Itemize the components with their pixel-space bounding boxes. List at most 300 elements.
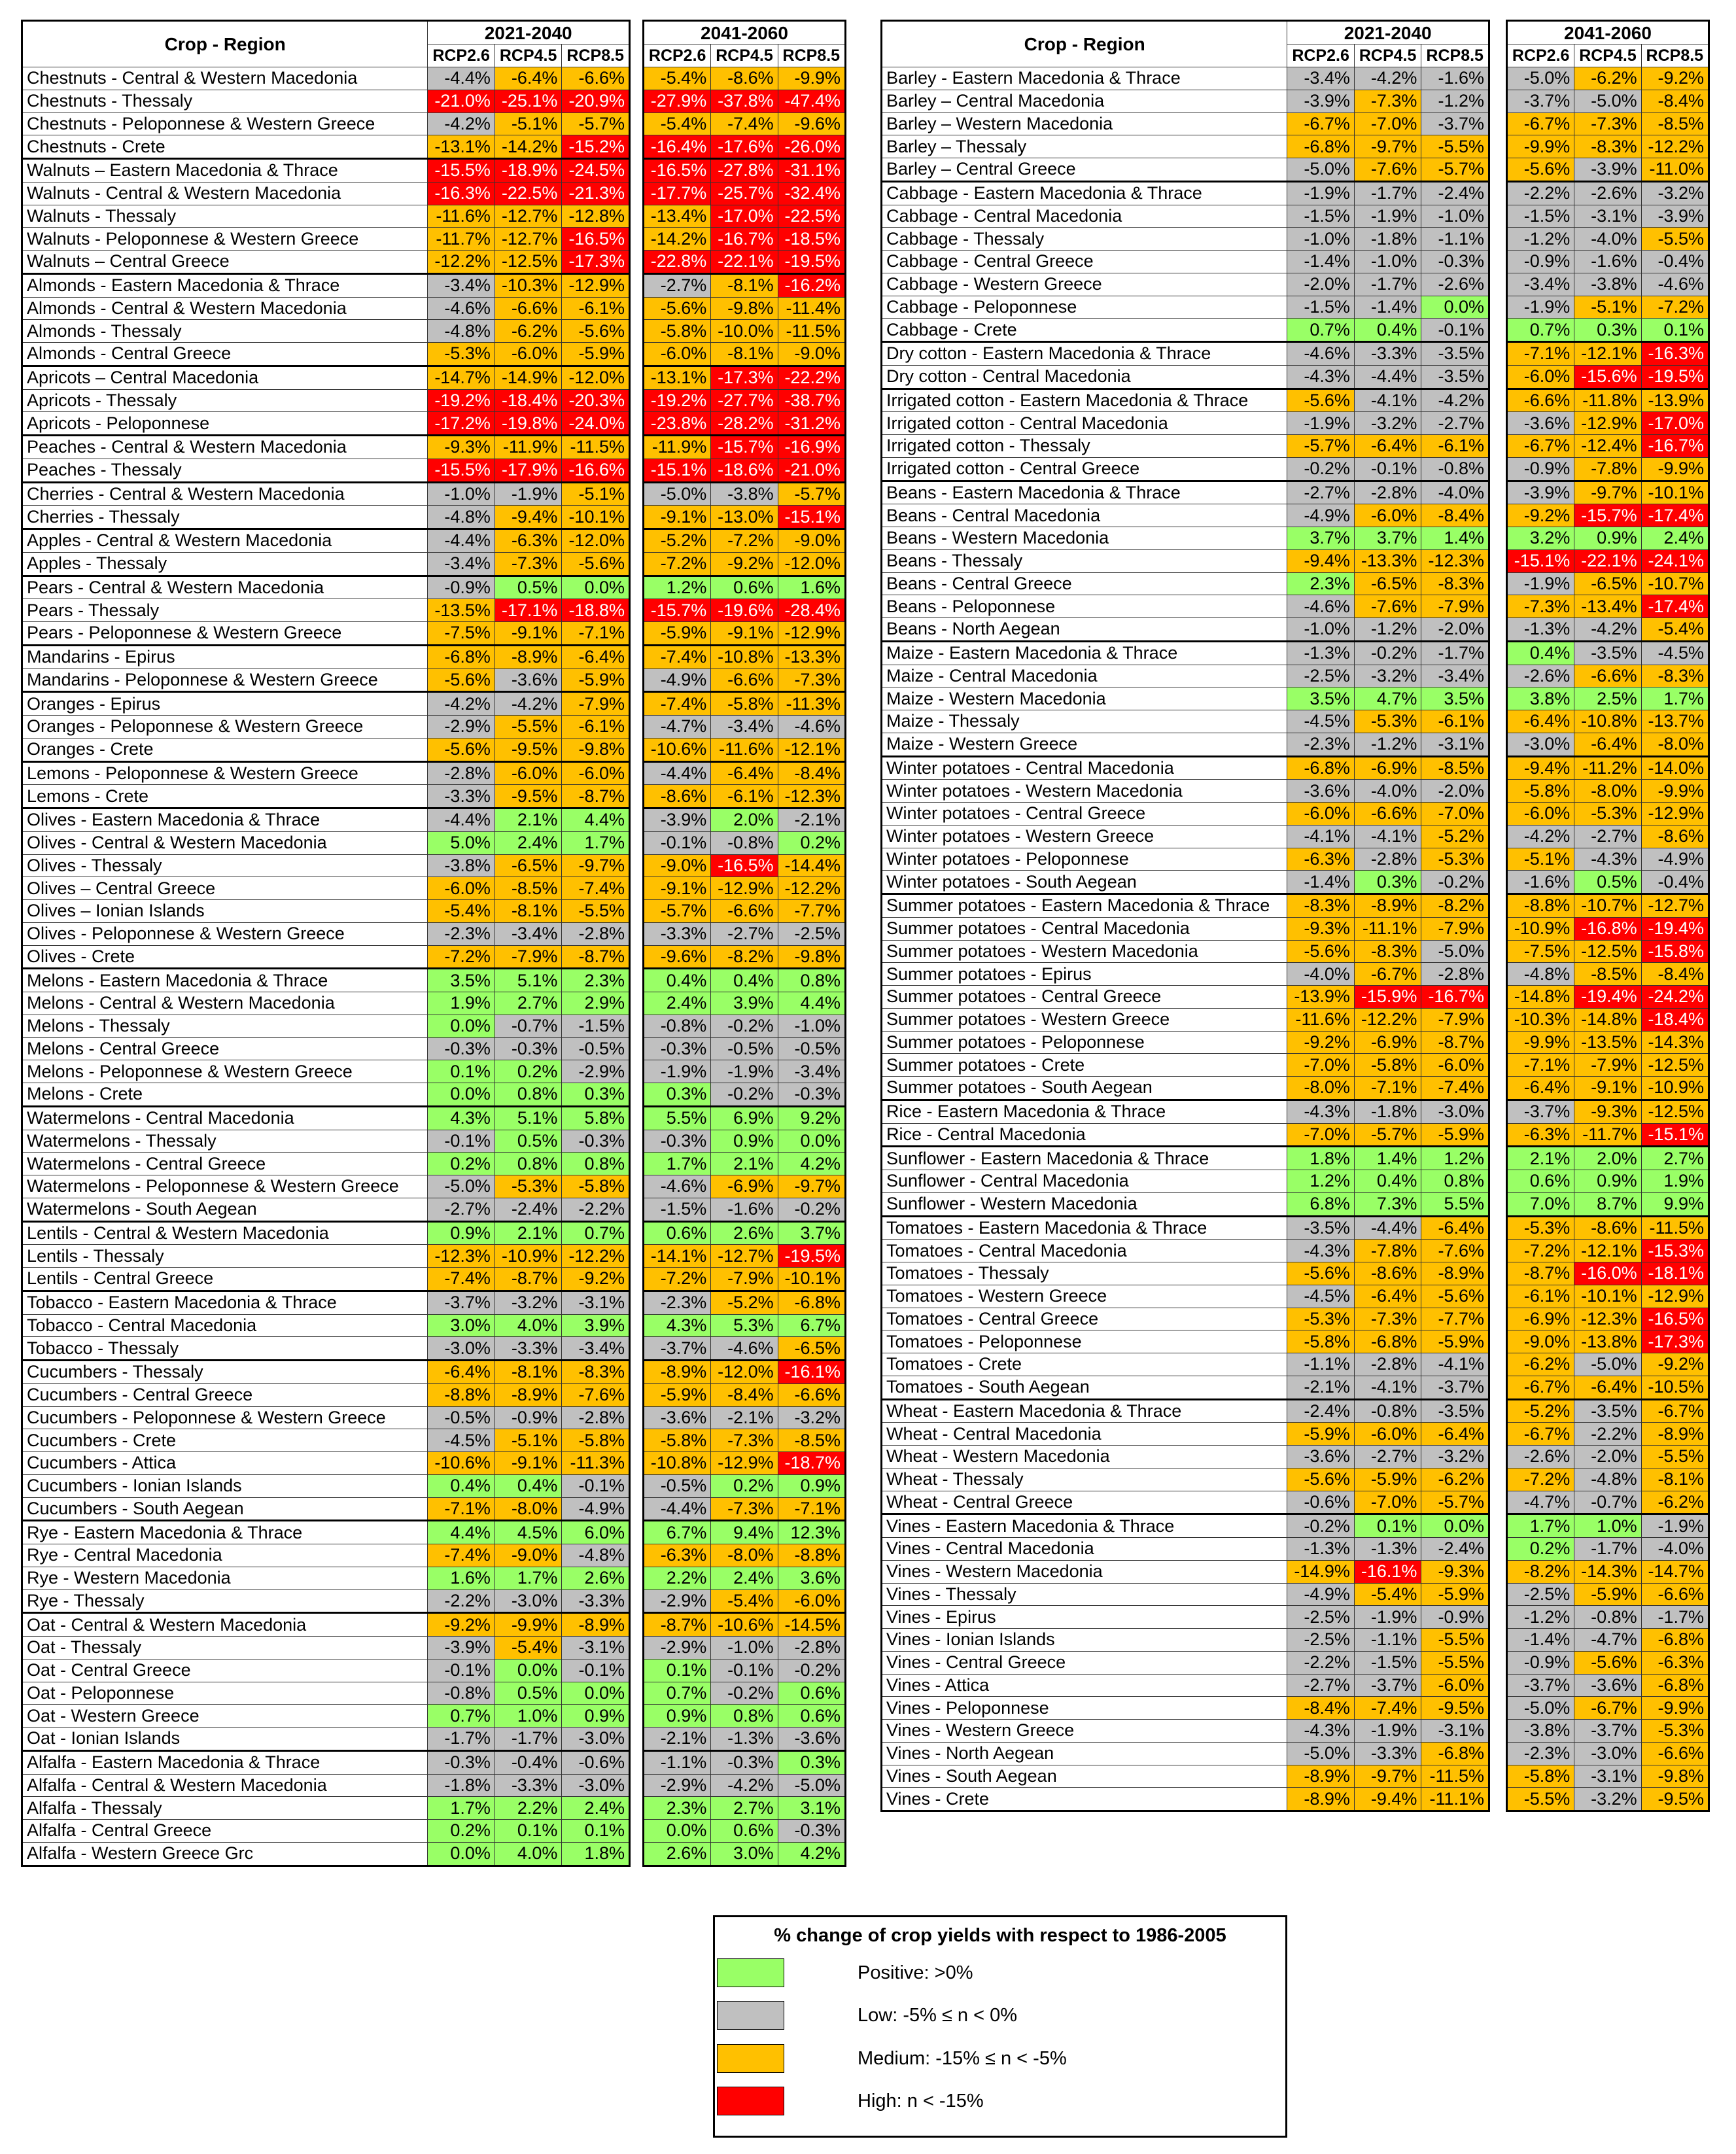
scenario-header: RCP4.5 (495, 44, 562, 67)
value-cell: -4.8% (428, 320, 495, 343)
value-cell: -1.3% (1287, 641, 1355, 665)
value-cell: -7.3% (711, 1497, 778, 1521)
crop-region-cell: Lentils - Thessaly (22, 1245, 428, 1268)
crop-region-cell: Irrigated cotton - Central Greece (882, 457, 1287, 481)
value-cell: -2.8% (1354, 848, 1421, 871)
value-cell: -5.8% (1354, 1054, 1421, 1077)
value-cell: -18.9% (495, 159, 562, 182)
value-cell: -3.1% (562, 1637, 630, 1659)
table-row (882, 273, 1489, 296)
value-cell: -5.6% (1421, 1285, 1489, 1308)
value-cell: 0.4% (495, 1474, 562, 1497)
scenario-header: RCP2.6 (1287, 44, 1355, 67)
value-cell: -3.4% (428, 552, 495, 576)
value-cell: -4.0% (1287, 963, 1355, 986)
value-cell: 1.0% (495, 1705, 562, 1728)
table-row (882, 1720, 1489, 1743)
value-cell: -9.7% (778, 1175, 845, 1198)
table-row (22, 622, 630, 646)
table-row (1507, 1583, 1709, 1606)
crop-region-cell: Summer potatoes - Crete (882, 1054, 1287, 1077)
value-cell: -12.7% (711, 1245, 778, 1268)
value-cell: -16.7% (1421, 986, 1489, 1009)
legend-item (715, 2044, 1285, 2076)
value-cell: -14.9% (1287, 1560, 1355, 1583)
value-cell: -5.7% (562, 113, 630, 135)
value-cell: -1.3% (1507, 618, 1574, 642)
value-cell: -7.3% (711, 1429, 778, 1452)
value-cell: -3.0% (1421, 1100, 1489, 1123)
table-row (882, 618, 1489, 642)
value-cell: 0.3% (1354, 871, 1421, 894)
value-cell: -1.0% (1421, 205, 1489, 228)
value-cell: 1.9% (428, 992, 495, 1015)
table-row (1507, 457, 1709, 481)
table-row (22, 831, 630, 854)
value-cell: 0.2% (428, 1153, 495, 1175)
value-cell: -12.2% (1641, 135, 1709, 158)
value-cell: -16.5% (711, 854, 778, 877)
value-cell: 3.0% (428, 1314, 495, 1337)
value-cell: -6.8% (1287, 135, 1355, 158)
value-cell: -8.2% (1507, 1560, 1574, 1583)
value-cell: -2.5% (1287, 1629, 1355, 1652)
table-row (644, 482, 846, 506)
value-cell: -12.2% (428, 251, 495, 274)
value-cell: 0.3% (778, 1750, 845, 1774)
table-row (22, 1705, 630, 1728)
table-row (22, 1268, 630, 1291)
table-row (882, 135, 1489, 158)
value-cell: -1.9% (644, 1060, 711, 1083)
value-cell: 0.6% (644, 1221, 711, 1245)
value-cell: 0.7% (1507, 319, 1574, 342)
value-cell: -3.7% (1574, 1720, 1641, 1743)
crop-region-cell: Vines - Peloponnese (882, 1697, 1287, 1720)
value-cell: -4.5% (1287, 1285, 1355, 1308)
value-cell: -5.4% (711, 1589, 778, 1613)
value-cell: -5.0% (1507, 1697, 1574, 1720)
value-cell: -1.3% (1287, 1538, 1355, 1561)
crop-region-cell: Apples - Central & Western Macedonia (22, 529, 428, 553)
value-cell: 2.4% (644, 992, 711, 1015)
value-cell: -3.0% (1507, 733, 1574, 756)
value-cell: -16.6% (562, 459, 630, 482)
value-cell: -25.7% (711, 182, 778, 205)
value-cell: -5.0% (428, 1175, 495, 1198)
table-row (644, 67, 846, 90)
table-row (22, 552, 630, 576)
value-cell: 2.5% (1574, 687, 1641, 710)
table-row (1507, 986, 1709, 1009)
scenario-header: RCP4.5 (1354, 44, 1421, 67)
value-cell: -1.5% (1354, 1651, 1421, 1674)
value-cell: -17.3% (562, 251, 630, 274)
table-row (644, 1175, 846, 1198)
crop-region-cell: Chestnuts - Central & Western Macedonia (22, 67, 428, 90)
value-cell: -21.0% (428, 90, 495, 113)
value-cell: -12.5% (1574, 940, 1641, 963)
legend-swatch-high (717, 2087, 784, 2115)
value-cell: -6.3% (495, 529, 562, 553)
table-row (882, 1123, 1489, 1147)
value-cell: 0.2% (495, 1060, 562, 1083)
value-cell: -15.5% (428, 459, 495, 482)
value-cell: -10.7% (1641, 572, 1709, 595)
value-cell: 0.7% (562, 1221, 630, 1245)
table-row (644, 205, 846, 228)
value-cell: 0.0% (428, 1842, 495, 1866)
value-cell: -5.7% (1287, 435, 1355, 458)
value-cell: -12.3% (1574, 1308, 1641, 1330)
value-cell: -2.2% (428, 1589, 495, 1613)
table-row (22, 1291, 630, 1314)
table-row (882, 1491, 1489, 1514)
value-cell: -6.6% (711, 669, 778, 692)
value-cell: -3.9% (1507, 481, 1574, 504)
crop-region-cell: Cucumbers - Thessaly (22, 1361, 428, 1384)
table-row (644, 1153, 846, 1175)
value-cell: -3.5% (1574, 1399, 1641, 1423)
table-row (22, 1314, 630, 1337)
crop-region-cell: Rye - Thessaly (22, 1589, 428, 1613)
table-row (22, 182, 630, 205)
value-cell: 2.4% (711, 1567, 778, 1589)
value-cell: -4.4% (644, 761, 711, 785)
value-cell: 3.9% (562, 1314, 630, 1337)
value-cell: 5.1% (495, 1106, 562, 1130)
crop-region-cell: Vines - Central Macedonia (882, 1538, 1287, 1561)
value-cell: -7.4% (1354, 1697, 1421, 1720)
value-cell: -9.3% (1421, 1560, 1489, 1583)
value-cell: -4.3% (1287, 1240, 1355, 1262)
crop-region-cell: Walnuts - Central & Western Macedonia (22, 182, 428, 205)
value-cell: -3.2% (495, 1291, 562, 1314)
value-cell: -28.2% (711, 412, 778, 436)
table-row (644, 552, 846, 576)
value-cell: 3.8% (1507, 687, 1574, 710)
value-cell: -1.6% (711, 1198, 778, 1221)
table-row (1507, 825, 1709, 848)
value-cell: -6.6% (1641, 1742, 1709, 1765)
value-cell: -25.1% (495, 90, 562, 113)
value-cell: -2.8% (1354, 481, 1421, 504)
value-cell: 2.1% (1507, 1147, 1574, 1170)
value-cell: 2.7% (711, 1797, 778, 1820)
value-cell: -2.5% (1287, 1606, 1355, 1629)
crop-region-cell: Barley – Central Macedonia (882, 90, 1287, 113)
table-row (882, 917, 1489, 940)
value-cell: -8.3% (1287, 894, 1355, 918)
value-cell: -5.4% (1354, 1583, 1421, 1606)
crop-region-cell: Cucumbers - Attica (22, 1452, 428, 1475)
crop-region-cell: Summer potatoes - Western Greece (882, 1008, 1287, 1031)
value-cell: -17.4% (1641, 504, 1709, 527)
table-row (1507, 780, 1709, 803)
value-cell: -24.5% (562, 159, 630, 182)
value-cell: -11.5% (1421, 1765, 1489, 1788)
value-cell: 9.2% (778, 1106, 845, 1130)
crop-region-cell: Olives - Peloponnese & Western Greece (22, 922, 428, 945)
table-row (1507, 1651, 1709, 1674)
value-cell: -22.1% (1574, 549, 1641, 572)
crop-region-cell: Walnuts - Peloponnese & Western Greece (22, 228, 428, 251)
table-row (22, 529, 630, 553)
value-cell: -3.4% (778, 1060, 845, 1083)
value-cell: -4.3% (1574, 848, 1641, 871)
value-cell: -4.7% (1574, 1629, 1641, 1652)
table-row (22, 1544, 630, 1567)
table-row (22, 228, 630, 251)
value-cell: 0.4% (711, 969, 778, 992)
value-cell: -6.4% (1354, 435, 1421, 458)
value-cell: -5.5% (1641, 228, 1709, 251)
value-cell: -3.7% (1421, 1376, 1489, 1399)
value-cell: -0.5% (644, 1474, 711, 1497)
value-cell: -7.1% (562, 622, 630, 646)
value-cell: -16.5% (562, 228, 630, 251)
value-cell: -12.7% (1641, 894, 1709, 918)
value-cell: -9.9% (778, 67, 845, 90)
value-cell: -5.1% (495, 1429, 562, 1452)
value-cell: -2.3% (1287, 733, 1355, 756)
value-cell: -5.2% (644, 529, 711, 553)
value-cell: -10.3% (495, 273, 562, 297)
value-cell: -5.0% (1574, 1353, 1641, 1376)
value-cell: -9.1% (1574, 1077, 1641, 1100)
value-cell: -6.6% (711, 900, 778, 923)
crop-region-cell: Oranges - Crete (22, 738, 428, 761)
value-cell: 4.4% (778, 992, 845, 1015)
value-cell: -5.0% (1507, 67, 1574, 90)
value-cell: -7.4% (711, 113, 778, 135)
value-cell: -5.1% (1507, 848, 1574, 871)
value-cell: -5.8% (644, 320, 711, 343)
scenario-header: RCP4.5 (1574, 44, 1641, 67)
value-cell: -8.6% (1574, 1216, 1641, 1240)
value-cell: -16.0% (1574, 1262, 1641, 1285)
value-cell: -6.6% (495, 297, 562, 320)
value-cell: -18.8% (562, 599, 630, 622)
table-row (644, 1083, 846, 1107)
value-cell: -6.0% (1287, 803, 1355, 825)
table-row (1507, 733, 1709, 756)
value-cell: -2.6% (1574, 181, 1641, 205)
value-cell: -3.6% (1507, 412, 1574, 435)
value-cell: 0.9% (711, 1130, 778, 1153)
table-row (882, 595, 1489, 618)
value-cell: -5.3% (495, 1175, 562, 1198)
value-cell: 2.1% (495, 808, 562, 832)
value-cell: -1.0% (1354, 251, 1421, 273)
value-cell: -11.9% (644, 436, 711, 459)
table-row (1507, 1192, 1709, 1216)
table-row (1507, 1742, 1709, 1765)
table-row (882, 1788, 1489, 1811)
value-cell: -9.7% (1354, 1765, 1421, 1788)
value-cell: 0.3% (562, 1083, 630, 1107)
value-cell: -4.3% (1287, 1100, 1355, 1123)
value-cell: -1.5% (1507, 205, 1574, 228)
value-cell: -6.5% (495, 854, 562, 877)
table-row (1507, 1606, 1709, 1629)
value-cell: -2.3% (1507, 1742, 1574, 1765)
value-cell: 2.7% (495, 992, 562, 1015)
table-row (644, 1705, 846, 1728)
value-cell: 0.4% (1507, 641, 1574, 665)
value-cell: -9.2% (1641, 67, 1709, 90)
crop-region-cell: Almonds - Eastern Macedonia & Thrace (22, 273, 428, 297)
table-row (22, 297, 630, 320)
value-cell: -11.5% (562, 436, 630, 459)
table-row (882, 1147, 1489, 1170)
value-cell: -7.1% (428, 1497, 495, 1521)
value-cell: 3.0% (711, 1842, 778, 1866)
table-row (1507, 90, 1709, 113)
legend-label: High: n < -15% (858, 2091, 984, 2111)
value-cell: -3.1% (562, 1291, 630, 1314)
value-cell: 3.2% (1507, 527, 1574, 550)
scenario-header: RCP8.5 (562, 44, 630, 67)
table-row (882, 1446, 1489, 1468)
value-cell: -13.5% (1574, 1031, 1641, 1054)
value-cell: -9.2% (1287, 1031, 1355, 1054)
value-cell: 0.0% (428, 1015, 495, 1037)
value-cell: -4.4% (1354, 365, 1421, 389)
legend-item (715, 2087, 1285, 2118)
crop-region-cell: Summer potatoes - Eastern Macedonia & Thrace (882, 894, 1287, 918)
value-cell: -7.3% (778, 669, 845, 692)
value-cell: -2.1% (1287, 1376, 1355, 1399)
crop-region-cell: Winter potatoes - Western Macedonia (882, 780, 1287, 803)
value-cell: -0.8% (1421, 457, 1489, 481)
table-row (882, 1008, 1489, 1031)
value-cell: -3.6% (644, 1406, 711, 1429)
value-cell: -8.6% (1354, 1262, 1421, 1285)
value-cell: -12.9% (778, 622, 845, 646)
crop-region-cell: Beans - Eastern Macedonia & Thrace (882, 481, 1287, 504)
value-cell: -5.8% (711, 692, 778, 716)
value-cell: -22.5% (495, 182, 562, 205)
crop-region-cell: Tobacco - Eastern Macedonia & Thrace (22, 1291, 428, 1314)
value-cell: -2.9% (644, 1589, 711, 1613)
value-cell: -14.3% (1574, 1560, 1641, 1583)
value-cell: 0.5% (495, 1130, 562, 1153)
value-cell: -6.7% (1507, 113, 1574, 135)
table-row (22, 854, 630, 877)
value-cell: -8.4% (1641, 90, 1709, 113)
crop-region-cell: Oat - Central & Western Macedonia (22, 1613, 428, 1637)
table-row (22, 738, 630, 761)
crop-region-cell: Watermelons - Peloponnese & Western Greece (22, 1175, 428, 1198)
crop-region-cell: Cherries - Central & Western Macedonia (22, 482, 428, 506)
table-row (882, 205, 1489, 228)
value-cell: -4.6% (778, 716, 845, 738)
table-row (644, 1130, 846, 1153)
value-cell: 0.9% (1574, 527, 1641, 550)
value-cell: -19.4% (1574, 986, 1641, 1009)
value-cell: -9.6% (778, 113, 845, 135)
value-cell: -1.5% (644, 1198, 711, 1221)
table-row (22, 205, 630, 228)
value-cell: -7.6% (1421, 1240, 1489, 1262)
value-cell: -6.7% (1507, 1423, 1574, 1446)
table-row (22, 922, 630, 945)
crop-region-cell: Lemons - Peloponnese & Western Greece (22, 761, 428, 785)
value-cell: -6.6% (1574, 665, 1641, 687)
value-cell: -7.9% (1421, 595, 1489, 618)
value-cell: -12.9% (1574, 412, 1641, 435)
table-row (882, 319, 1489, 342)
value-cell: -27.8% (711, 159, 778, 182)
value-cell: -13.7% (1641, 710, 1709, 733)
value-cell: 0.3% (1574, 319, 1641, 342)
value-cell: -3.0% (562, 1728, 630, 1751)
value-cell: -6.0% (428, 877, 495, 900)
table-row (882, 1262, 1489, 1285)
value-cell: -16.5% (1641, 1308, 1709, 1330)
period-header: 2041-2060 (644, 21, 846, 44)
table-row (644, 343, 846, 366)
scenario-header: RCP8.5 (1421, 44, 1489, 67)
crop-region-cell: Olives – Ionian Islands (22, 900, 428, 923)
value-cell: -3.6% (1287, 1446, 1355, 1468)
value-cell: -13.4% (1574, 595, 1641, 618)
table-row (1507, 1788, 1709, 1811)
value-cell: -7.2% (644, 552, 711, 576)
value-cell: -6.9% (1354, 756, 1421, 780)
value-cell: -6.2% (1574, 67, 1641, 90)
value-cell: 6.7% (644, 1521, 711, 1544)
table-row (644, 992, 846, 1015)
value-cell: -11.9% (495, 436, 562, 459)
table-row (22, 1728, 630, 1751)
crop-region-cell: Winter potatoes - South Aegean (882, 871, 1287, 894)
value-cell: -7.4% (644, 645, 711, 669)
value-cell: -17.3% (1641, 1330, 1709, 1353)
table-row (1507, 1170, 1709, 1193)
crop-region-cell: Winter potatoes - Western Greece (882, 825, 1287, 848)
crop-region-cell: Walnuts – Eastern Macedonia & Thrace (22, 159, 428, 182)
value-cell: -16.4% (644, 135, 711, 159)
value-cell: -12.9% (711, 877, 778, 900)
value-cell: 0.0% (495, 1659, 562, 1682)
value-cell: -3.9% (428, 1637, 495, 1659)
value-cell: -3.5% (1421, 365, 1489, 389)
crop-region-cell: Vines - South Aegean (882, 1765, 1287, 1788)
value-cell: -9.3% (1574, 1100, 1641, 1123)
table-row (644, 1544, 846, 1567)
value-cell: -11.4% (778, 297, 845, 320)
table-row (22, 1175, 630, 1198)
value-cell: 2.6% (711, 1221, 778, 1245)
value-cell: -2.3% (644, 1291, 711, 1314)
table-row (1507, 389, 1709, 412)
value-cell: -4.5% (1641, 641, 1709, 665)
value-cell: -6.0% (778, 1589, 845, 1613)
table-row (1507, 1560, 1709, 1583)
legend-item (715, 2001, 1285, 2032)
right-table-2041-2060 (1506, 20, 1710, 1812)
value-cell: -11.8% (1574, 389, 1641, 412)
value-cell: -6.2% (1507, 1353, 1574, 1376)
value-cell: 5.5% (644, 1106, 711, 1130)
value-cell: -11.6% (711, 738, 778, 761)
value-cell: -7.4% (562, 877, 630, 900)
value-cell: -9.0% (778, 529, 845, 553)
crop-region-cell: Oat - Western Greece (22, 1705, 428, 1728)
value-cell: -18.4% (1641, 1008, 1709, 1031)
